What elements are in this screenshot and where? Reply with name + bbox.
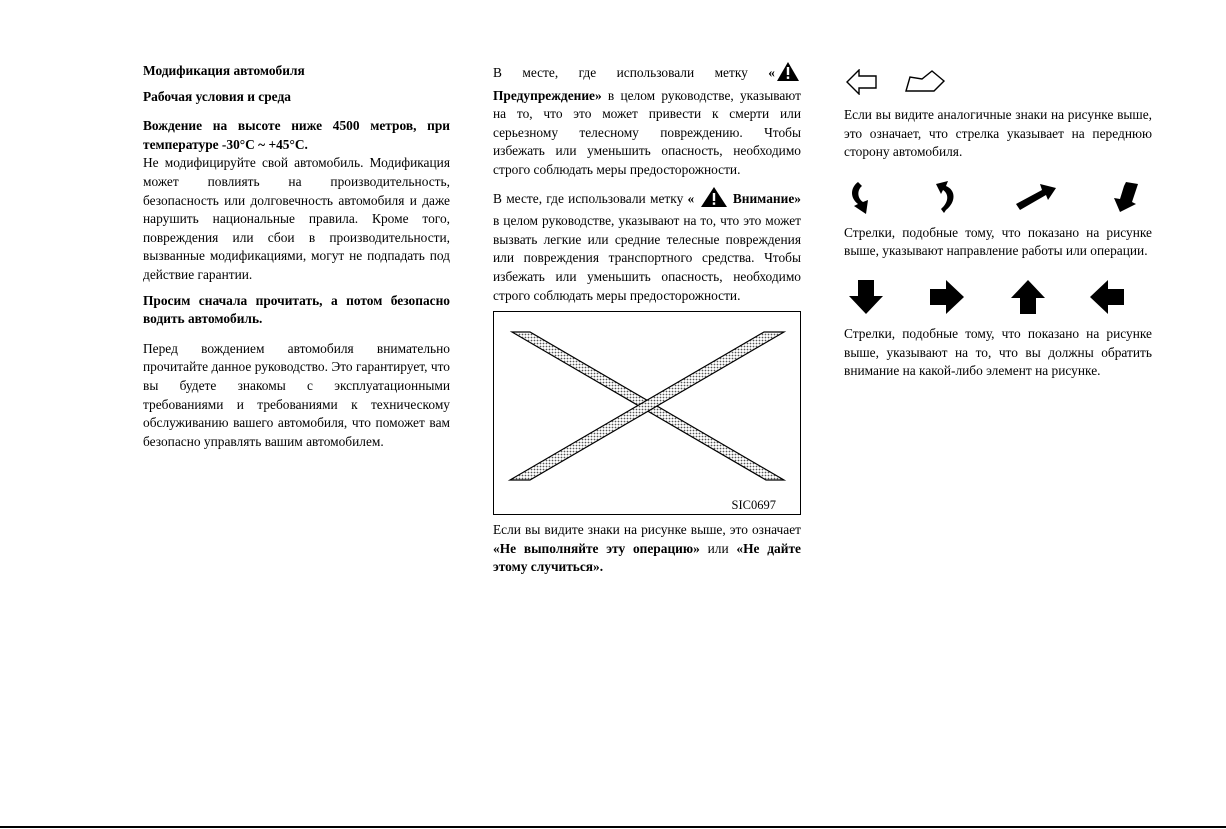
warning-triangle-icon [777, 62, 799, 87]
read-manual-paragraph: Перед вождением автомобиля внимательно прочитайте данное руководство. Это гарантирует, что вы будете знакомы с эксплуатационными требованиями и требованиями к техническому обслуживанию вашего автомобиля, что поможет вам безопасно управлять вашим автомобилем. [143, 340, 450, 449]
warning-intro: В месте, где использовали метку [493, 65, 748, 80]
cross-x-icon [494, 312, 800, 514]
attention-arrow-text: Стрелки, подобные тому, что показано на рисунке выше, указывают на то, что вы должны обратить внимание на какой-либо элемент на рисунке. [844, 325, 1152, 379]
figure-bold-do-not-let-happen: «Не дайте этому случиться». [493, 540, 801, 575]
attention-arrows-row [844, 275, 1152, 325]
front-arrow-text: Если вы видите аналогичные знаки на рисунке выше, это означает, что стрелка указывает на переднюю сторону автомобиля. [844, 107, 1152, 160]
warning-paragraph [493, 62, 801, 180]
diagonal-arrow-icon [1014, 182, 1058, 212]
bent-down-arrow-icon [1110, 180, 1140, 214]
read-first-heading: Просим сначала прочитать, а потом безопасно водить автомобиль. [143, 292, 450, 327]
right-column [844, 62, 1152, 381]
figure-text-or: или [707, 540, 729, 556]
outline-car-front-arrow-icon [904, 69, 946, 95]
figure-bold-do-not-perform: «Не выполняйте эту операцию» [493, 540, 700, 556]
caution-rest: в целом руководстве, указывают на то, что это может вызвать легкие или средние телесные повреждения или повреждения транспортного средства. Чтобы избежать или уменьшить опасность, необходимо строго соблюдать меры предосторожности. [493, 213, 801, 303]
figure-text-pre: Если вы видите знаки на рисунке выше, это означает [493, 522, 801, 538]
up-arrow-icon [1010, 279, 1046, 315]
bottom-divider [0, 826, 1226, 828]
direction-arrow-text: Стрелки, подобные тому, что показано на рисунке выше, указывают направление работы или операции. [844, 224, 1152, 259]
caution-paragraph [493, 187, 801, 306]
caution-quote-close: » [794, 190, 801, 206]
curved-arrow-left-icon [846, 180, 874, 216]
warning-rest: в целом руководстве, указывают на то, что это может привести к смерти или серьезному телесному повреждению. Чтобы избежать или уменьшить опасность, необходимо строго соблюдать меры предосторожности. [493, 87, 801, 177]
front-arrows-row [844, 66, 1152, 106]
warning-label: Предупреждение [493, 87, 596, 103]
left-arrow-icon [1089, 279, 1125, 315]
section-subtitle: Рабочая условия и среда [143, 88, 291, 104]
caution-triangle-icon [701, 187, 727, 213]
warning-quote-open: « [768, 65, 775, 80]
section-title: Модификация автомобиля [143, 63, 305, 78]
warning-quote-close: » [595, 87, 602, 103]
outline-left-arrow-icon [846, 69, 878, 95]
middle-column [493, 62, 801, 577]
modification-paragraph: Не модифицируйте свой автомобиль. Модификация может повлиять на производительность, безопасность или долговечность автомобиля и даже нарушить национальные правила. Кроме того, повреждения или сбои в производительности, вызванные модификациями, могут не подпадать под действие гарантии. [143, 155, 450, 282]
figure-caption [493, 521, 801, 577]
right-arrow-icon [929, 279, 965, 315]
caution-intro: В месте, где использовали метку [493, 190, 684, 206]
prohibition-figure [493, 311, 801, 515]
caution-label: Внимание [732, 190, 795, 206]
direction-arrows-row [844, 174, 1152, 224]
curved-arrow-right-icon [932, 180, 960, 216]
condition-heading: Вождение на высоте ниже 4500 метров, при температуре -30°С ~ +45°С. [143, 118, 450, 152]
caution-quote-open: « [687, 190, 695, 206]
left-column [143, 62, 450, 451]
figure-code: SIC0697 [731, 498, 776, 513]
down-arrow-icon [848, 279, 884, 315]
